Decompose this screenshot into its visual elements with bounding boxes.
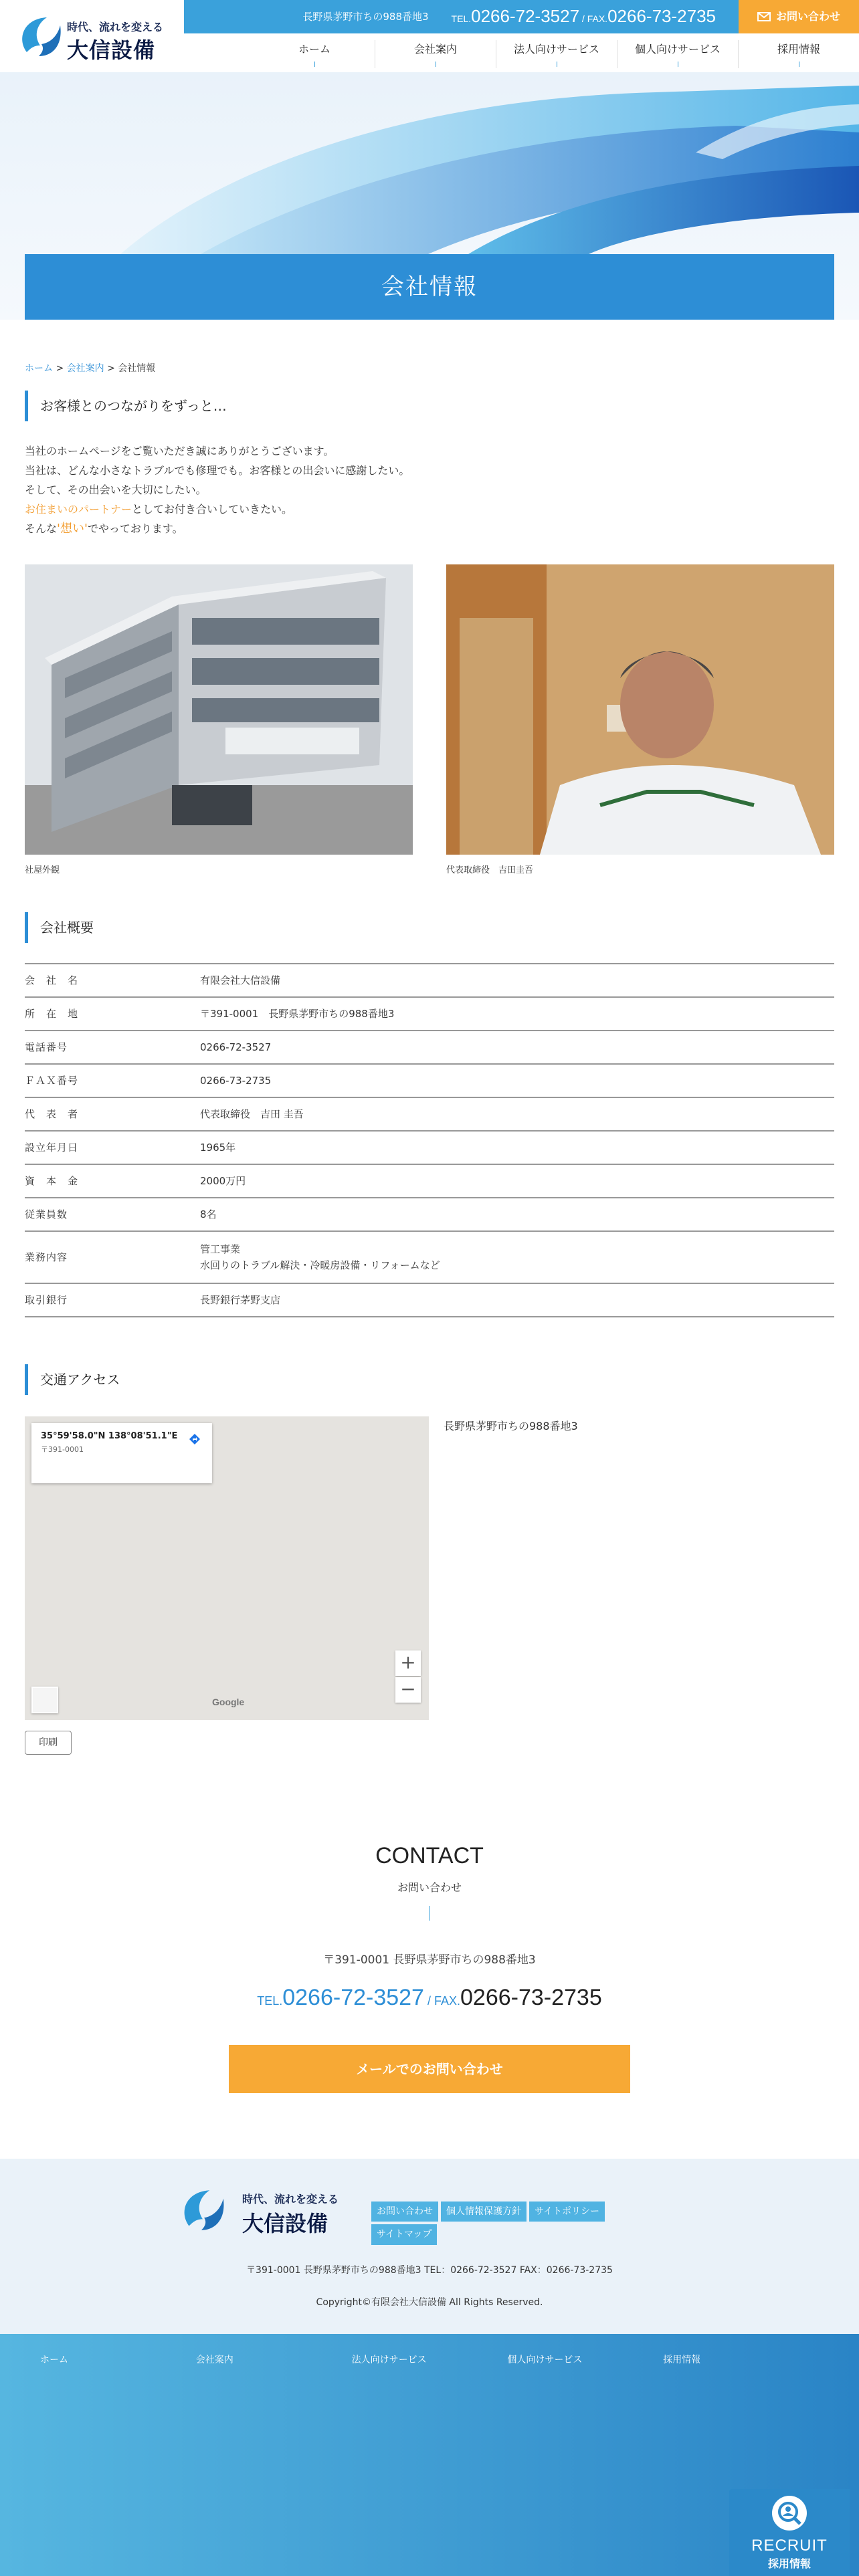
google-map[interactable] bbox=[25, 1416, 429, 1720]
breadcrumb bbox=[25, 361, 155, 376]
recruit-banner[interactable] bbox=[729, 2489, 850, 2576]
search-person-icon bbox=[771, 2494, 808, 2532]
table-value: 〒391-0001 長野県茅野市ちの988番地3 bbox=[200, 1008, 395, 1020]
photo-caption: 社屋外観 bbox=[25, 865, 60, 875]
contact-phone bbox=[0, 1979, 859, 2016]
access-heading: 交通アクセス bbox=[25, 1364, 834, 1395]
table-value: 1965年 bbox=[200, 1142, 236, 1154]
table-key: 会 社 名 bbox=[25, 974, 79, 986]
company-overview-table bbox=[25, 963, 834, 1317]
mail-icon bbox=[757, 12, 771, 21]
intro-line: そして、その出会いを大切にしたい。 bbox=[25, 484, 207, 496]
zoom-in-button[interactable]: + bbox=[395, 1650, 421, 1676]
site-logo[interactable] bbox=[13, 9, 181, 63]
contact-address: 〒391-0001 長野県茅野市ちの988番地3 bbox=[323, 1953, 536, 1967]
intro-line bbox=[25, 519, 409, 538]
footer-link-sitemap[interactable]: サイトマップ bbox=[371, 2224, 437, 2244]
tel-label: TEL. bbox=[451, 13, 472, 25]
zoom-out-button[interactable]: − bbox=[395, 1677, 421, 1703]
intro-line: 当社のホームページをご覧いただき誠にありがとうございます。 bbox=[25, 445, 335, 457]
breadcrumb-home[interactable]: ホーム bbox=[25, 363, 53, 374]
logo-mark-icon bbox=[13, 12, 66, 60]
map-coordinates: 35°59'58.0"N 138°08'51.1"E bbox=[41, 1431, 178, 1441]
table-row bbox=[25, 1232, 834, 1284]
global-nav bbox=[254, 40, 859, 68]
google-logo: Google bbox=[212, 1696, 245, 1707]
directions-icon[interactable] bbox=[188, 1432, 201, 1446]
contact-title: CONTACT bbox=[375, 1843, 484, 1868]
footer-address: 〒391-0001 長野県茅野市ちの988番地3 TEL：0266-72-3527 FAX：0266-73-2735 bbox=[246, 2265, 613, 2276]
table-key: 設立年月日 bbox=[25, 1142, 79, 1154]
footer bbox=[0, 2159, 859, 2334]
table-value-line: 水回りのトラブル解決・冷暖房設備・リフォームなど bbox=[200, 1259, 440, 1271]
nav-recruit[interactable]: 採用情報 bbox=[738, 40, 859, 68]
photo-caption: 代表取締役 吉田圭吾 bbox=[446, 865, 534, 875]
logo-mark-icon bbox=[175, 2183, 229, 2236]
breadcrumb-company[interactable]: 会社案内 bbox=[66, 363, 104, 374]
site-header bbox=[0, 0, 859, 72]
table-row bbox=[25, 964, 834, 998]
intro-text-part: としてお付き合いしていきたい。 bbox=[132, 503, 293, 516]
header-address: 長野県茅野市ちの988番地3 bbox=[302, 11, 429, 23]
intro-heading: お客様とのつながりをずっと… bbox=[25, 391, 834, 421]
tel-label: TEL. bbox=[257, 1994, 283, 2008]
footer-nav-company[interactable]: 会社案内 bbox=[195, 2355, 233, 2365]
access-address: 長野県茅野市ちの988番地3 bbox=[444, 1420, 578, 1432]
table-key: 取引銀行 bbox=[25, 1294, 68, 1306]
table-row bbox=[25, 1132, 834, 1165]
intro-text bbox=[25, 441, 409, 538]
separator: / bbox=[423, 1994, 434, 2008]
header-topbar bbox=[184, 0, 739, 33]
logo-tagline: 時代、流れを変える bbox=[242, 2193, 339, 2206]
table-key: ＦＡＸ番号 bbox=[25, 1075, 79, 1087]
recruit-title: RECRUIT bbox=[751, 2537, 828, 2555]
map-postal: 〒391-0001 bbox=[41, 1444, 84, 1454]
table-key: 資 本 金 bbox=[25, 1175, 79, 1187]
footer-nav-recruit[interactable]: 採用情報 bbox=[663, 2355, 701, 2365]
footer-nav-home[interactable]: ホーム bbox=[40, 2355, 68, 2365]
intro-highlight: お住まいのパートナー bbox=[25, 503, 132, 516]
table-value-line: 管工事業 bbox=[200, 1243, 241, 1255]
copyright: Copyright©有限会社大信設備 All Rights Reserved. bbox=[316, 2297, 543, 2308]
table-value: 有限会社大信設備 bbox=[200, 974, 281, 986]
footer-logo[interactable] bbox=[175, 2183, 369, 2243]
footer-nav-personal[interactable]: 個人向けサービス bbox=[507, 2355, 583, 2365]
logo-company-name: 大信設備 bbox=[242, 2211, 328, 2236]
table-value: 0266-73-2735 bbox=[200, 1075, 272, 1087]
nav-home[interactable]: ホーム bbox=[254, 40, 375, 68]
table-row bbox=[25, 1031, 834, 1065]
overview-heading: 会社概要 bbox=[25, 912, 834, 943]
logo-company-name: 大信設備 bbox=[67, 37, 156, 63]
map-info-card bbox=[31, 1423, 212, 1483]
map-layer-toggle[interactable] bbox=[31, 1687, 58, 1713]
contact-fax-number: 0266-73-2735 bbox=[460, 1985, 602, 2010]
nav-corporate-services[interactable]: 法人向けサービス bbox=[496, 40, 617, 68]
nav-company[interactable]: 会社案内 bbox=[375, 40, 496, 68]
mail-contact-button[interactable] bbox=[229, 2045, 630, 2093]
page-title: 会社情報 bbox=[25, 254, 834, 320]
footer-link-contact[interactable]: お問い合わせ bbox=[371, 2202, 438, 2222]
breadcrumb-sep: > bbox=[53, 363, 67, 374]
building-photo bbox=[25, 564, 413, 855]
footer-links bbox=[371, 2202, 626, 2245]
breadcrumb-current: 会社情報 bbox=[118, 363, 156, 374]
table-key: 従業員数 bbox=[25, 1208, 68, 1220]
contact-button[interactable] bbox=[739, 0, 859, 33]
fax-label: FAX. bbox=[587, 13, 608, 25]
contact-subtitle: お問い合わせ bbox=[397, 1881, 462, 1894]
separator: / bbox=[579, 13, 587, 25]
fax-label: FAX. bbox=[434, 1994, 461, 2008]
table-key: 代 表 者 bbox=[25, 1108, 79, 1120]
intro-highlight: '想い' bbox=[57, 522, 88, 536]
hero-wave-graphic bbox=[0, 72, 859, 254]
table-row bbox=[25, 1284, 834, 1317]
footer-nav-corporate[interactable]: 法人向けサービス bbox=[351, 2355, 427, 2365]
table-row bbox=[25, 998, 834, 1031]
table-value bbox=[200, 1236, 834, 1279]
table-key: 電話番号 bbox=[25, 1041, 68, 1053]
contact-button-label: お問い合わせ bbox=[775, 10, 840, 23]
table-value: 2000万円 bbox=[200, 1175, 246, 1187]
intro-line: 当社は、どんな小さなトラブルでも修理でも。お客様との出会いに感謝したい。 bbox=[25, 464, 410, 477]
table-value: 長野銀行茅野支店 bbox=[200, 1294, 281, 1306]
table-value: 8名 bbox=[200, 1208, 217, 1220]
table-row bbox=[25, 1098, 834, 1132]
logo-tagline: 時代、流れを変える bbox=[67, 21, 164, 33]
table-value: 代表取締役 吉田 圭吾 bbox=[200, 1108, 304, 1120]
hero bbox=[0, 72, 859, 320]
table-row bbox=[25, 1198, 834, 1232]
intro-text-part: でやっております。 bbox=[87, 522, 183, 535]
table-row bbox=[25, 1065, 834, 1098]
intro-line bbox=[25, 500, 409, 519]
header-phone bbox=[452, 3, 716, 31]
table-key: 業務内容 bbox=[25, 1251, 68, 1263]
divider bbox=[429, 1906, 430, 1921]
nav-personal-services[interactable]: 個人向けサービス bbox=[617, 40, 738, 68]
mail-contact-label: メールでのお問い合わせ bbox=[356, 2061, 503, 2077]
table-row bbox=[25, 1165, 834, 1198]
print-button[interactable]: 印刷 bbox=[25, 1731, 72, 1755]
table-key: 所 在 地 bbox=[25, 1008, 79, 1020]
contact-tel-number[interactable]: 0266-72-3527 bbox=[282, 1985, 424, 2010]
footer-link-privacy[interactable]: 個人情報保護方針 bbox=[441, 2202, 527, 2222]
recruit-subtitle: 採用情報 bbox=[767, 2557, 811, 2571]
intro-text-part: そんな bbox=[25, 522, 58, 535]
footer-link-policy[interactable]: サイトポリシー bbox=[529, 2202, 605, 2222]
representative-photo bbox=[446, 564, 834, 855]
breadcrumb-sep: > bbox=[104, 363, 118, 374]
header-fax-number: 0266-73-2735 bbox=[607, 6, 716, 27]
header-tel-number[interactable]: 0266-72-3527 bbox=[471, 6, 580, 27]
table-value: 0266-72-3527 bbox=[200, 1041, 272, 1053]
